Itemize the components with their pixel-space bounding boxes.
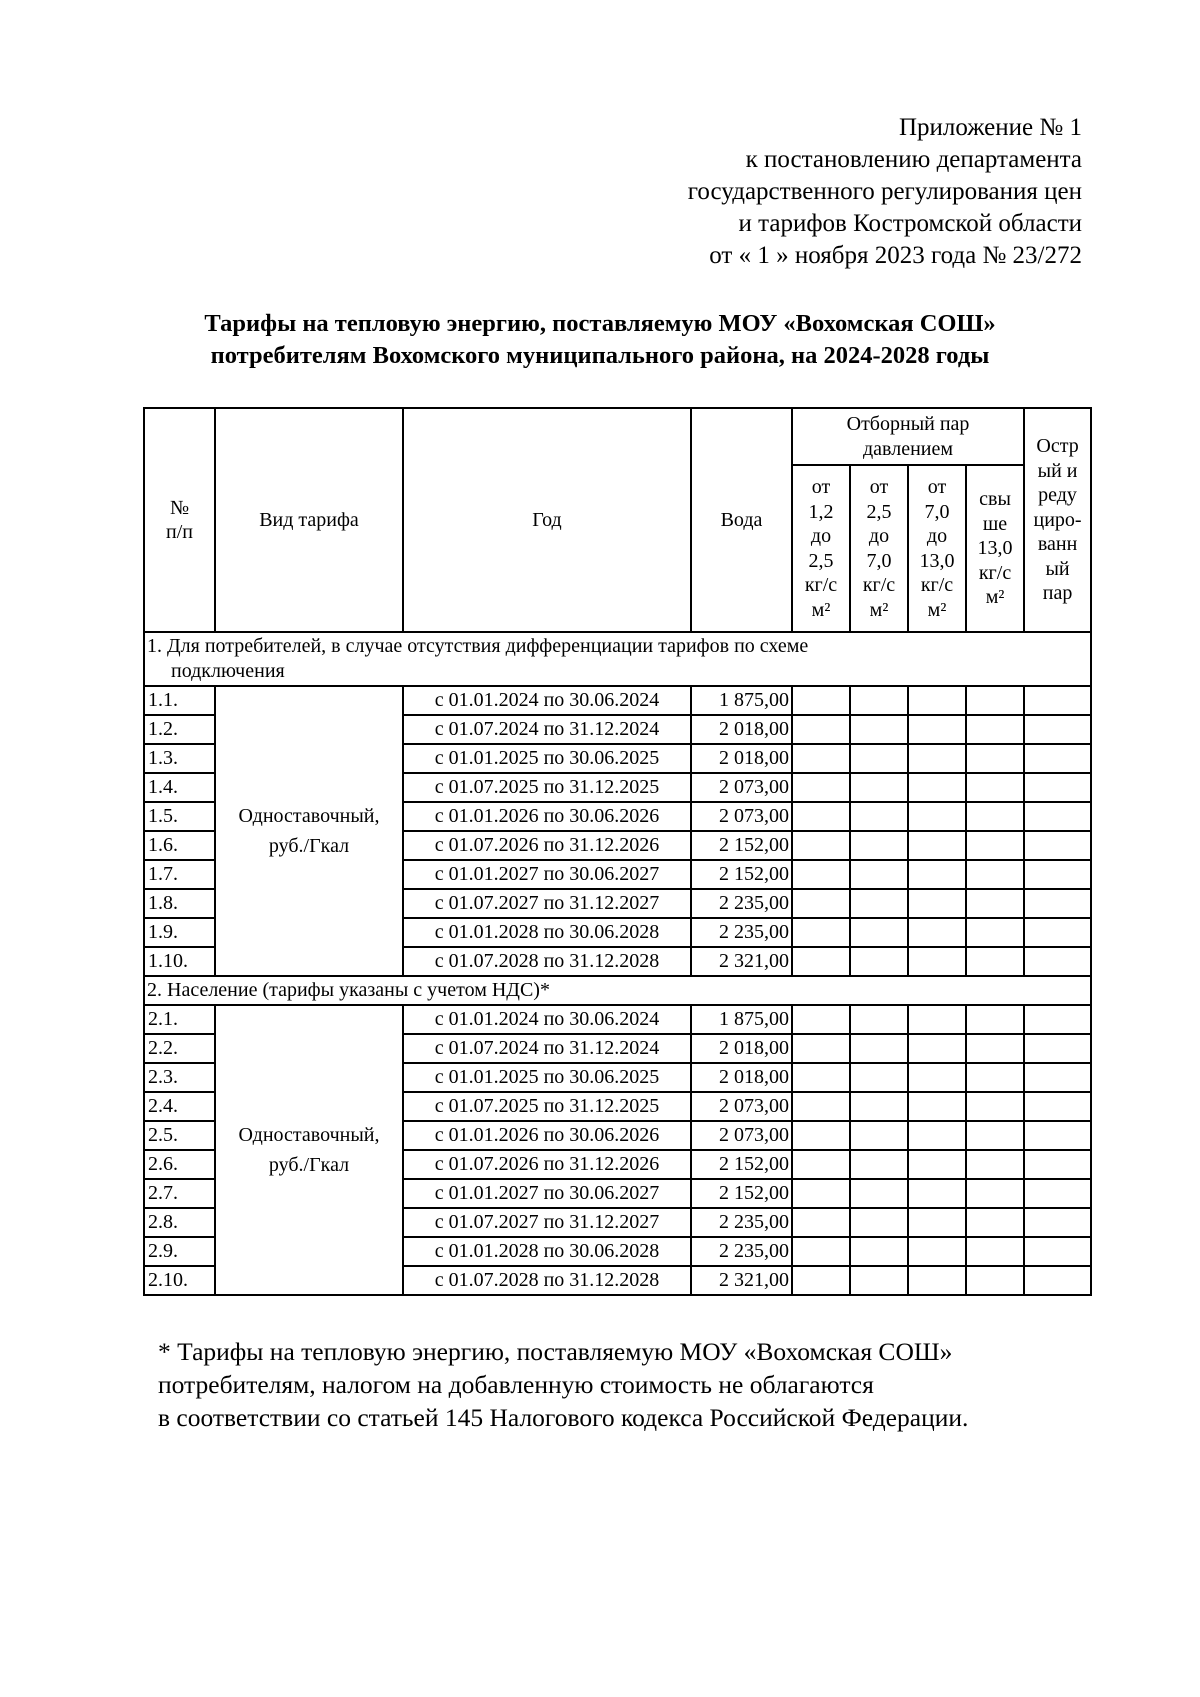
row-number: 1.6.	[144, 831, 215, 860]
row-number: 1.3.	[144, 744, 215, 773]
empty-cell	[792, 889, 850, 918]
empty-cell	[966, 889, 1024, 918]
empty-cell	[908, 860, 966, 889]
water-value-cell: 2 321,00	[691, 947, 792, 976]
period-cell: с 01.01.2028 по 30.06.2028	[403, 918, 691, 947]
empty-cell	[850, 1237, 908, 1266]
empty-cell	[966, 1034, 1024, 1063]
row-number: 1.2.	[144, 715, 215, 744]
period-cell: с 01.01.2027 по 30.06.2027	[403, 1179, 691, 1208]
empty-cell	[908, 947, 966, 976]
empty-cell	[792, 773, 850, 802]
water-value-cell: 2 235,00	[691, 1208, 792, 1237]
empty-cell	[792, 831, 850, 860]
empty-cell	[1024, 831, 1091, 860]
water-value-cell: 1 875,00	[691, 686, 792, 715]
empty-cell	[908, 773, 966, 802]
empty-cell	[850, 1266, 908, 1295]
empty-cell	[1024, 918, 1091, 947]
period-cell: с 01.01.2024 по 30.06.2024	[403, 686, 691, 715]
empty-cell	[850, 715, 908, 744]
empty-cell	[1024, 1034, 1091, 1063]
header-steam-group: Отборный пар давлением	[792, 408, 1024, 465]
row-number: 1.7.	[144, 860, 215, 889]
empty-cell	[908, 1237, 966, 1266]
period-cell: с 01.07.2028 по 31.12.2028	[403, 947, 691, 976]
empty-cell	[966, 715, 1024, 744]
empty-cell	[850, 1121, 908, 1150]
empty-cell	[1024, 773, 1091, 802]
empty-cell	[908, 1005, 966, 1034]
row-number: 2.8.	[144, 1208, 215, 1237]
empty-cell	[1024, 1063, 1091, 1092]
period-cell: с 01.01.2024 по 30.06.2024	[403, 1005, 691, 1034]
empty-cell	[792, 1063, 850, 1092]
water-value-cell: 2 073,00	[691, 802, 792, 831]
tariff-type-line: руб./Гкал	[268, 1154, 350, 1176]
header-steam-col-3: от 7,0 до 13,0 кг/с м²	[908, 465, 966, 632]
empty-cell	[850, 1063, 908, 1092]
period-cell: с 01.07.2024 по 31.12.2024	[403, 715, 691, 744]
empty-cell	[792, 947, 850, 976]
empty-cell	[850, 860, 908, 889]
water-value-cell: 2 018,00	[691, 1034, 792, 1063]
tariff-type-line: Одноставочный,	[238, 1124, 380, 1146]
empty-cell	[908, 1179, 966, 1208]
water-value-cell: 2 018,00	[691, 744, 792, 773]
empty-cell	[966, 860, 1024, 889]
empty-cell	[1024, 1266, 1091, 1295]
empty-cell	[966, 831, 1024, 860]
empty-cell	[1024, 744, 1091, 773]
empty-cell	[850, 831, 908, 860]
empty-cell	[792, 715, 850, 744]
title-line: потребителям Вохомского муниципального района, на 2024-2028 годы	[210, 342, 990, 369]
water-value-cell: 2 018,00	[691, 1063, 792, 1092]
title-line: Тарифы на тепловую энергию, поставляемую МОУ «Вохомская СОШ»	[204, 310, 996, 337]
empty-cell	[1024, 1179, 1091, 1208]
empty-cell	[850, 1179, 908, 1208]
empty-cell	[850, 1092, 908, 1121]
row-number: 2.3.	[144, 1063, 215, 1092]
header-year: Год	[403, 408, 691, 632]
row-number: 2.7.	[144, 1179, 215, 1208]
empty-cell	[966, 947, 1024, 976]
period-cell: с 01.07.2026 по 31.12.2026	[403, 831, 691, 860]
section-title-line: 2. Население (тарифы указаны с учетом НДС)*	[147, 979, 550, 1001]
period-cell: с 01.07.2027 по 31.12.2027	[403, 889, 691, 918]
empty-cell	[908, 889, 966, 918]
appendix-line: и тарифов Костромской области	[738, 210, 1082, 237]
tariff-table	[143, 407, 1092, 1296]
tariff-type-cell	[215, 1005, 403, 1295]
empty-cell	[966, 744, 1024, 773]
header-sharp-steam: Остр ый и реду циро- ванн ый пар	[1024, 408, 1091, 632]
row-number: 2.4.	[144, 1092, 215, 1121]
empty-cell	[1024, 1092, 1091, 1121]
empty-cell	[792, 860, 850, 889]
footnote-line: потребителям, налогом на добавленную стоимость не облагаются	[158, 1370, 874, 1399]
empty-cell	[908, 831, 966, 860]
empty-cell	[792, 686, 850, 715]
water-value-cell: 2 152,00	[691, 1150, 792, 1179]
empty-cell	[850, 802, 908, 831]
period-cell: с 01.07.2025 по 31.12.2025	[403, 773, 691, 802]
empty-cell	[1024, 802, 1091, 831]
empty-cell	[1024, 1150, 1091, 1179]
empty-cell	[792, 744, 850, 773]
tariff-type-line: руб./Гкал	[268, 835, 350, 857]
empty-cell	[850, 1208, 908, 1237]
empty-cell	[1024, 686, 1091, 715]
row-number: 2.6.	[144, 1150, 215, 1179]
water-value-cell: 2 152,00	[691, 860, 792, 889]
row-number: 1.4.	[144, 773, 215, 802]
empty-cell	[792, 1092, 850, 1121]
empty-cell	[908, 802, 966, 831]
row-number: 1.8.	[144, 889, 215, 918]
empty-cell	[850, 744, 908, 773]
empty-cell	[850, 1034, 908, 1063]
empty-cell	[966, 1121, 1024, 1150]
row-number: 1.1.	[144, 686, 215, 715]
water-value-cell: 2 073,00	[691, 1092, 792, 1121]
appendix-header	[688, 112, 1082, 272]
empty-cell	[966, 686, 1024, 715]
water-value-cell: 2 235,00	[691, 1237, 792, 1266]
empty-cell	[966, 1208, 1024, 1237]
empty-cell	[850, 918, 908, 947]
empty-cell	[792, 802, 850, 831]
period-cell: с 01.07.2028 по 31.12.2028	[403, 1266, 691, 1295]
section-title-row	[144, 632, 1091, 686]
header-water: Вода	[691, 408, 792, 632]
empty-cell	[1024, 1208, 1091, 1237]
empty-cell	[908, 1208, 966, 1237]
empty-cell	[1024, 715, 1091, 744]
empty-cell	[908, 1034, 966, 1063]
tariff-type-cell	[215, 686, 403, 976]
empty-cell	[792, 1179, 850, 1208]
water-value-cell: 2 321,00	[691, 1266, 792, 1295]
empty-cell	[792, 918, 850, 947]
water-value-cell: 1 875,00	[691, 1005, 792, 1034]
section-title-line: 1. Для потребителей, в случае отсутствия дифференциации тарифов по схеме	[147, 635, 809, 657]
table-row	[144, 686, 1091, 715]
empty-cell	[908, 1121, 966, 1150]
appendix-line: Приложение № 1	[898, 114, 1082, 141]
water-value-cell: 2 073,00	[691, 773, 792, 802]
period-cell: с 01.01.2026 по 30.06.2026	[403, 802, 691, 831]
empty-cell	[850, 1150, 908, 1179]
water-value-cell: 2 152,00	[691, 831, 792, 860]
empty-cell	[1024, 889, 1091, 918]
period-cell: с 01.07.2026 по 31.12.2026	[403, 1150, 691, 1179]
water-value-cell: 2 073,00	[691, 1121, 792, 1150]
table-row	[144, 1005, 1091, 1034]
footnote-line: в соответствии со статьей 145 Налогового кодекса Российской Федерации.	[158, 1403, 969, 1432]
footnote-line: * Тарифы на тепловую энергию, поставляемую МОУ «Вохомская СОШ»	[158, 1337, 953, 1366]
document-title	[0, 308, 1200, 372]
header-steam-col-2: от 2,5 до 7,0 кг/с м²	[850, 465, 908, 632]
empty-cell	[908, 744, 966, 773]
row-number: 1.10.	[144, 947, 215, 976]
appendix-line: государственного регулирования цен	[687, 178, 1082, 205]
empty-cell	[792, 1005, 850, 1034]
header-steam-col-1: от 1,2 до 2,5 кг/с м²	[792, 465, 850, 632]
empty-cell	[792, 1121, 850, 1150]
empty-cell	[966, 1237, 1024, 1266]
empty-cell	[1024, 1121, 1091, 1150]
empty-cell	[792, 1150, 850, 1179]
section-title	[144, 632, 1091, 686]
empty-cell	[792, 1208, 850, 1237]
row-number: 2.1.	[144, 1005, 215, 1034]
period-cell: с 01.01.2026 по 30.06.2026	[403, 1121, 691, 1150]
empty-cell	[966, 1150, 1024, 1179]
empty-cell	[792, 1237, 850, 1266]
row-number: 2.10.	[144, 1266, 215, 1295]
empty-cell	[1024, 860, 1091, 889]
header-tariff-type: Вид тарифа	[215, 408, 403, 632]
empty-cell	[850, 1005, 908, 1034]
empty-cell	[1024, 947, 1091, 976]
appendix-line: к постановлению департамента	[745, 146, 1082, 173]
section-title	[144, 976, 1091, 1005]
section-title-line: подключения	[171, 660, 285, 682]
empty-cell	[908, 1266, 966, 1295]
period-cell: с 01.07.2024 по 31.12.2024	[403, 1034, 691, 1063]
section-title-row	[144, 976, 1091, 1005]
water-value-cell: 2 235,00	[691, 889, 792, 918]
empty-cell	[966, 1092, 1024, 1121]
empty-cell	[1024, 1005, 1091, 1034]
empty-cell	[966, 918, 1024, 947]
empty-cell	[850, 773, 908, 802]
period-cell: с 01.01.2027 по 30.06.2027	[403, 860, 691, 889]
empty-cell	[792, 1034, 850, 1063]
empty-cell	[966, 1063, 1024, 1092]
empty-cell	[850, 686, 908, 715]
water-value-cell: 2 018,00	[691, 715, 792, 744]
empty-cell	[966, 1266, 1024, 1295]
period-cell: с 01.01.2025 по 30.06.2025	[403, 744, 691, 773]
empty-cell	[966, 773, 1024, 802]
appendix-line: от « 1 » ноября 2023 года № 23/272	[709, 242, 1082, 269]
row-number: 2.5.	[144, 1121, 215, 1150]
empty-cell	[908, 1063, 966, 1092]
empty-cell	[850, 947, 908, 976]
header-steam-col-4: свы ше 13,0 кг/с м²	[966, 465, 1024, 632]
period-cell: с 01.07.2025 по 31.12.2025	[403, 1092, 691, 1121]
empty-cell	[966, 802, 1024, 831]
row-number: 1.5.	[144, 802, 215, 831]
empty-cell	[908, 918, 966, 947]
empty-cell	[966, 1005, 1024, 1034]
row-number: 2.2.	[144, 1034, 215, 1063]
period-cell: с 01.07.2027 по 31.12.2027	[403, 1208, 691, 1237]
empty-cell	[792, 1266, 850, 1295]
water-value-cell: 2 235,00	[691, 918, 792, 947]
empty-cell	[850, 889, 908, 918]
period-cell: с 01.01.2028 по 30.06.2028	[403, 1237, 691, 1266]
empty-cell	[908, 715, 966, 744]
empty-cell	[908, 1092, 966, 1121]
footnote	[158, 1335, 1076, 1434]
period-cell: с 01.01.2025 по 30.06.2025	[403, 1063, 691, 1092]
empty-cell	[908, 1150, 966, 1179]
water-value-cell: 2 152,00	[691, 1179, 792, 1208]
header-num: № п/п	[144, 408, 215, 632]
empty-cell	[966, 1179, 1024, 1208]
empty-cell	[1024, 1237, 1091, 1266]
row-number: 1.9.	[144, 918, 215, 947]
tariff-type-line: Одноставочный,	[238, 805, 380, 827]
row-number: 2.9.	[144, 1237, 215, 1266]
header-row	[144, 408, 1091, 465]
empty-cell	[908, 686, 966, 715]
